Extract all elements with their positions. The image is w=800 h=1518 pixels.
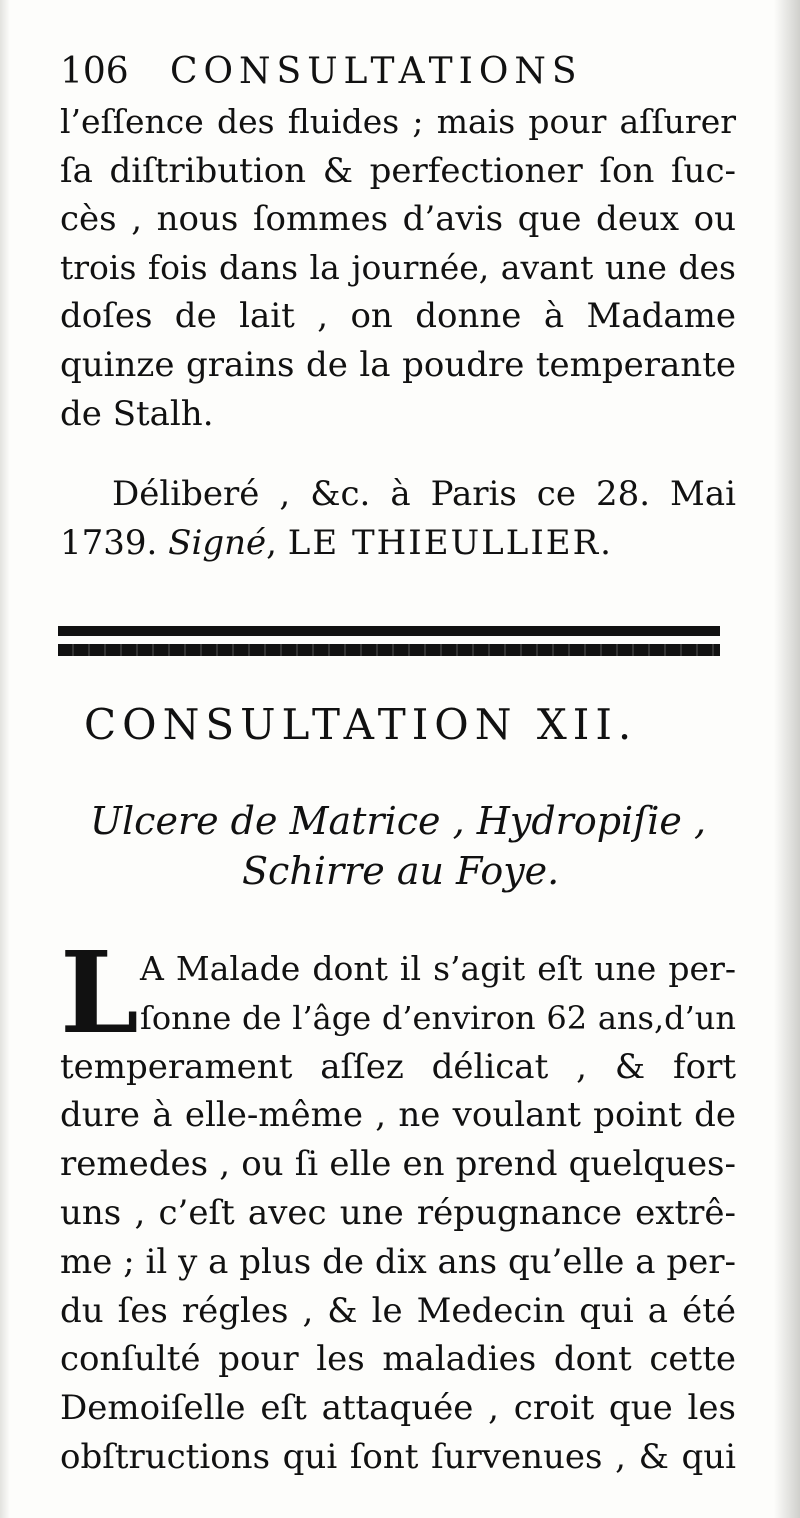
section-divider [58, 624, 720, 658]
deliberation-paragraph [60, 470, 736, 567]
text-line: uns , c’eſt avec une répugnance extrê- [60, 1192, 736, 1233]
top-paragraph [60, 98, 736, 438]
text-line: A Malade dont il s’agit eſt une per- [140, 949, 736, 988]
text-line: cès , nous ſommes d’avis que deux ou [60, 199, 736, 240]
page-left-edge [0, 0, 10, 1518]
page-number: 106 [60, 51, 129, 92]
running-head [60, 44, 740, 100]
text-line: ſonne de l’âge d’environ 62 ans,d’un [140, 998, 736, 1037]
text-line: doſes de lait , on donne à Madame [60, 296, 736, 337]
text-line: quinze grains de la poudre temperante [60, 344, 736, 385]
text-line: obſtructions qui ſont ſurvenues , & qui [60, 1436, 736, 1477]
divider-rule-top [58, 626, 720, 636]
text-line: temperament aſſez délicat , & fort [60, 1046, 736, 1087]
deliberation-line: Déliberé , &c. à Paris ce 28. Mai [112, 474, 736, 514]
text-line: conſulté pour les maladies dont cette [60, 1339, 736, 1380]
consultation-subtitle [90, 796, 720, 896]
page-gutter-shadow [774, 0, 800, 1518]
text-line: Demoiſelle eſt attaquée , croit que les [60, 1388, 736, 1429]
drop-cap: L [60, 928, 139, 1059]
text-line: me ; il y a plus de dix ans qu’elle a per- [60, 1241, 736, 1282]
text-line: du ſes régles , & le Medecin qui a été [60, 1290, 736, 1331]
divider-rule-bottom [58, 644, 720, 656]
signed-word: Signé [168, 522, 267, 563]
subtitle-line: Ulcere de Matrice , Hydropiſie , [90, 799, 707, 843]
running-head-title: CONSULTATIONS [170, 51, 583, 92]
text-line: ſa diſtribution & perfectioner ſon ſuc- [60, 150, 736, 191]
text-line: remedes , ou ſi elle en prend quelques- [60, 1144, 736, 1185]
consultation-heading: CONSULTATION XII. [84, 700, 638, 749]
text-line: dure à elle-même , ne voulant point de [60, 1095, 736, 1136]
text-line: l’eſſence des fluides ; mais pour aſſurer [60, 102, 736, 141]
text-line: de Stalh. [60, 393, 214, 434]
text-line: trois fois dans la journée, avant une des [60, 247, 736, 287]
signature-line: 1739. Signé, LE THIEULLIER. [60, 522, 613, 563]
signature-date: 1739. [60, 522, 158, 563]
body-paragraph [60, 928, 736, 1482]
subtitle-line: Schirre au Foye. [242, 849, 560, 893]
signer-name: LE THIEULLIER. [287, 522, 613, 563]
